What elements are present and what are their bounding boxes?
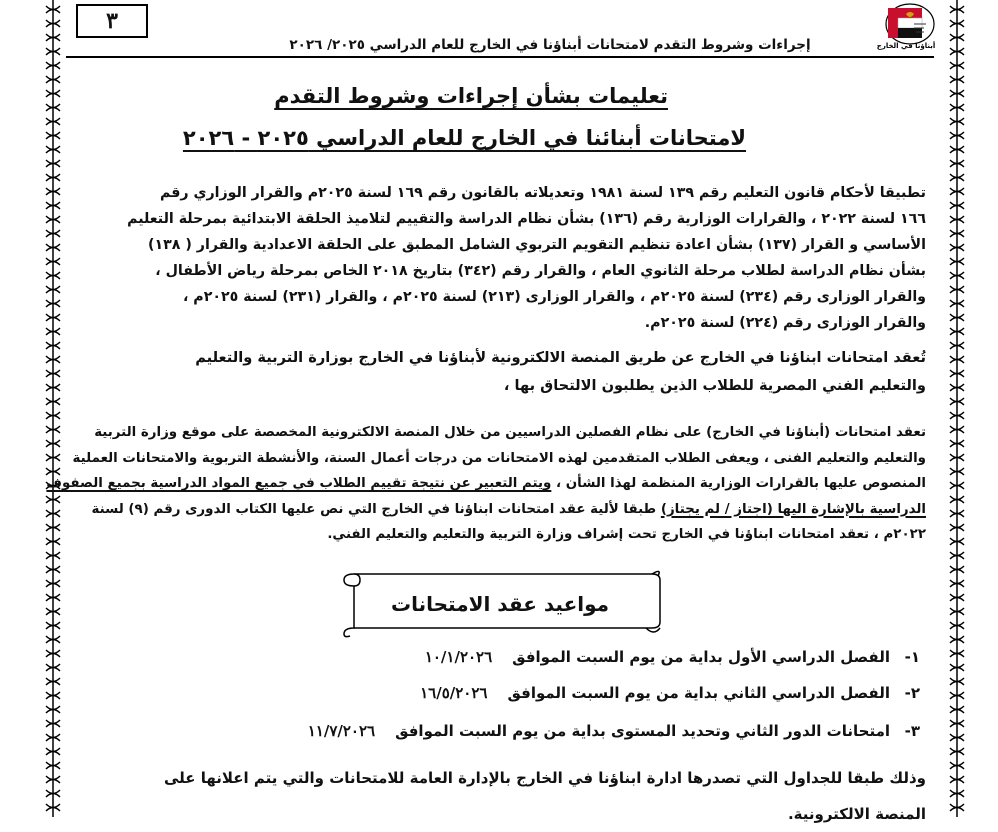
- schedule-item: [425, 648, 920, 666]
- underlined-text: الدراسية بالإشارة اليها (اجتاز / لم يجتاز): [660, 501, 926, 517]
- paragraph-line: [74, 497, 926, 523]
- paragraph-line: تطبيقا لأحكام قانون التعليم رقم ١٣٩ لسنة ١٩٨١ وتعديلاته بالقانون رقم ١٦٩ لسنة ٢٠٢٥م والقرار الوزاري رقم: [159, 185, 926, 201]
- right-ornamental-border: [946, 0, 968, 817]
- left-ornamental-border: [42, 0, 64, 817]
- schedule-item: [420, 684, 920, 702]
- paragraph-platform: [74, 344, 926, 400]
- item-text: امتحانات الدور الثاني وتحديد المستوى بداية من يوم السبت الموافق: [395, 722, 890, 740]
- paragraph-line: [46, 471, 926, 497]
- paragraph-exam-system: [46, 420, 926, 548]
- paragraph-line: والتعليم والتعليم الفنى ، ويعفى الطلاب المتقدمين لهذه الامتحانات من درجات أعمال السنة، والأنشطة التربوية والامتحانات العملية: [72, 450, 926, 466]
- paragraph-line: المنصة الالكترونية.: [787, 805, 926, 823]
- item-number: ٣-: [904, 722, 920, 740]
- paragraph-line: الأساسي و القرار (١٣٧) بشأن اعادة تنظيم التقويم التربوي الشامل المطبق على الحلقة الاعدادية والقرار ( ١٣٨): [147, 237, 926, 253]
- item-number: ١-: [904, 648, 920, 666]
- header-divider: [66, 56, 934, 58]
- schedule-heading: مواعيد عقد الامتحانات: [390, 592, 610, 616]
- paragraph-line: ١٦٦ لسنة ٢٠٢٢ ، والقرارات الوزارية رقم (١٣٦) بشأن نظام الدراسة والتقييم لتلاميذ الحلقة الابتدائية بمرحلة التعليم: [127, 211, 926, 227]
- logo-caption: أبناؤنا في الخارج: [876, 42, 936, 50]
- paragraph-text: طبقا لألية عقد امتحانات ابناؤنا في الخارج التي نص عليها الكتاب الدورى رقم (٩) لسنة: [91, 501, 657, 517]
- paragraph-text: المنصوص عليها بالقرارات الوزارية المنظمة لهذا الشأن ،: [556, 476, 926, 491]
- schedule-item: [308, 722, 920, 740]
- item-number: ٢-: [904, 684, 920, 702]
- paragraph-line: بشأن نظام الدراسة لطلاب مرحلة الثانوي العام ، والقرار رقم (٣٤٢) بتاريخ ٢٠١٨ الخاص بمرحلة رياض الأطفال ،: [155, 263, 926, 279]
- paragraph-line: ٢٠٢٢م ، تعقد امتحانات ابناؤنا في الخارج تحت إشراف وزارة التربية والتعليم والتعليم الفني.: [327, 527, 926, 542]
- document-title: تعليمات بشأن إجراءات وشروط التقدم: [274, 84, 668, 108]
- paragraph-line: والتعليم الفني المصرية للطلاب الذين يطلبون الالتحاق بها ،: [503, 377, 926, 394]
- page-number: ٣: [76, 4, 148, 38]
- item-date: ١٦/٥/٢٠٢٦: [420, 684, 488, 702]
- item-date: ١١/٧/٢٠٢٦: [307, 722, 376, 740]
- paragraph-closing: [74, 760, 926, 832]
- paragraph-line: والقرار الوزارى رقم (٢٢٤) لسنة ٢٠٢٥م.: [644, 315, 926, 331]
- paragraph-line: تعقد امتحانات (أبناؤنا في الخارج) على نظام الفصلين الدراسيين من خلال المنصة الالكترونية المخصصة على موقع وزارة التربية: [94, 425, 926, 440]
- paragraph-line: والقرار الوزارى رقم (٢٣٤) لسنة ٢٠٢٥م ، والقرار الوزارى (٢١٣) لسنة ٢٠٢٥م ، والقرار (٢٣١) لسنة ٢٠٢٥م ،: [182, 289, 926, 305]
- paragraph-line: تُعقد امتحانات ابناؤنا في الخارج عن طريق المنصة الالكترونية لأبناؤنا في الخارج بوزارة التربية والتعليم: [195, 349, 926, 366]
- item-text: الفصل الدراسي الثاني بداية من يوم السبت الموافق: [507, 684, 890, 702]
- paragraph-legal-basis: [74, 180, 926, 336]
- item-date: ١٠/١/٢٠٢٦: [424, 648, 493, 666]
- document-subtitle: لامتحانات أبنائنا في الخارج للعام الدراسي ٢٠٢٥ - ٢٠٢٦: [182, 126, 746, 150]
- running-header: إجراءات وشروط التقدم لامتحانات أبناؤنا في الخارج للعام الدراسي ٢٠٢٥/ ٢٠٢٦: [289, 37, 811, 53]
- item-text: الفصل الدراسي الأول بداية من يوم السبت الموافق: [512, 648, 890, 666]
- paragraph-line: وذلك طبقا للجداول التي تصدرها ادارة ابناؤنا في الخارج بالإدارة العامة للامتحانات والتي يتم اعلانها على: [163, 769, 926, 787]
- underlined-text: ويتم التعبير عن نتيجة تقييم الطلاب في جميع المواد الدراسية بجميع الصفوف: [46, 476, 552, 491]
